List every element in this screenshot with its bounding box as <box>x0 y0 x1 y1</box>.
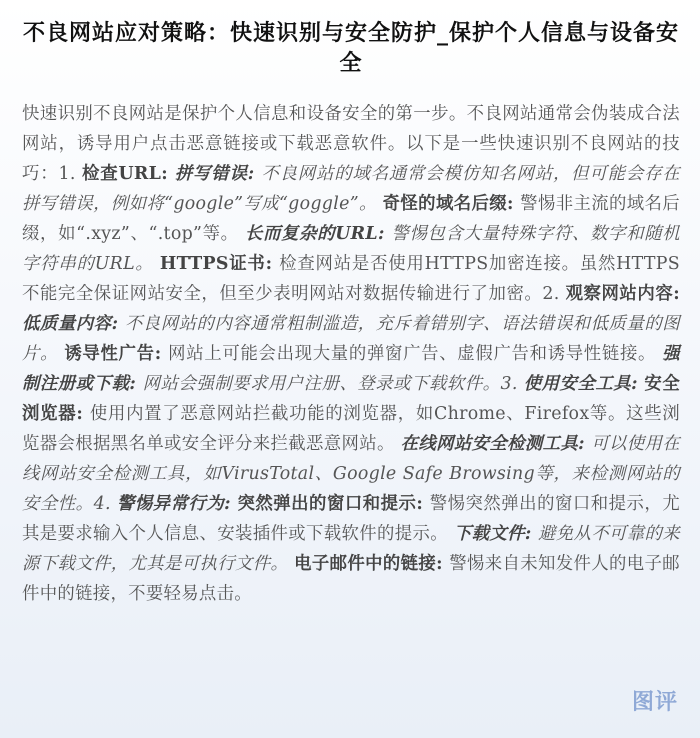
body-segment: 强制注册或下载: <box>22 344 680 394</box>
body-segment: 网站会强制要求用户注册、登录或下载软件。3. <box>142 374 524 394</box>
body-segment: 在线网站安全检测工具: <box>400 434 592 454</box>
body-segment: HTTPS证书: <box>159 254 280 274</box>
body-segment: 警惕来自未知发件人的电子邮件中的链接，不要轻易点击。 <box>22 554 680 604</box>
body-segment: 诱导性广告: <box>64 344 169 364</box>
body-segment: 网站上可能会出现大量的弹窗广告、虚假广告和诱导性链接。 <box>168 344 663 364</box>
body-segment: 奇怪的域名后缀: <box>382 194 521 214</box>
body-segment: 长而复杂的URL: <box>244 224 392 244</box>
body-segment: 突然弹出的窗口和提示: <box>237 494 430 514</box>
body-segment: 警惕包含大量特殊字符、数字和随机字符串的URL。 <box>22 224 680 274</box>
article-body <box>22 99 680 609</box>
body-segment: 不良网站的域名通常会模仿知名网站，但可能会存在拼写错误，例如将“google”写成“goggle”。 <box>22 164 681 214</box>
watermark-logo: 图评 <box>631 690 678 715</box>
body-segment: 检查URL: <box>82 164 175 184</box>
article <box>22 18 680 609</box>
body-segment: 使用安全工具: <box>523 374 645 394</box>
body-segment: 警惕非主流的域名后缀，如“.xyz”、“.top”等。 <box>22 194 680 244</box>
article-title: 不良网站应对策略：快速识别与安全防护_保护个人信息与设备安全 <box>22 20 679 76</box>
body-segment: 使用内置了恶意网站拦截功能的浏览器，如Chrome、Firefox等。这些浏览器会根据黑名单或安全评分来拦截恶意网站。 <box>22 404 680 454</box>
body-segment: 安全浏览器: <box>22 374 681 424</box>
body-segment: 避免从不可靠的来源下载文件，尤其是可执行文件。 <box>22 524 680 574</box>
body-segment: 警惕异常行为: <box>116 494 238 514</box>
body-segment: 不良网站的内容通常粗制滥造，充斥着错别字、语法错误和低质量的图片。 <box>22 314 680 364</box>
body-segment: 低质量内容: <box>22 314 125 334</box>
body-segment: 电子邮件中的链接: <box>294 554 450 574</box>
body-segment: 警惕突然弹出的窗口和提示，尤其是要求输入个人信息、安装插件或下载软件的提示。 <box>22 494 681 544</box>
body-segment: 可以使用在线网站安全检测工具，如VirusTotal、Google Safe Browsing等，来检测网站的安全性。4. <box>22 434 680 514</box>
body-segment: 快速识别不良网站是保护个人信息和设备安全的第一步。不良网站通常会伪装成合法网站，诱导用户点击恶意链接或下载恶意软件。以下是一些快速识别不良网站的技巧：1. <box>22 104 680 184</box>
body-segment: 观察网站内容: <box>565 284 680 304</box>
body-segment: 检查网站是否使用HTTPS加密连接。虽然HTTPS不能完全保证网站安全，但至少表明网站对数据传输进行了加密。2. <box>22 254 680 304</box>
body-segment: 下载文件: <box>453 524 539 544</box>
body-segment: 拼写错误: <box>174 164 262 184</box>
